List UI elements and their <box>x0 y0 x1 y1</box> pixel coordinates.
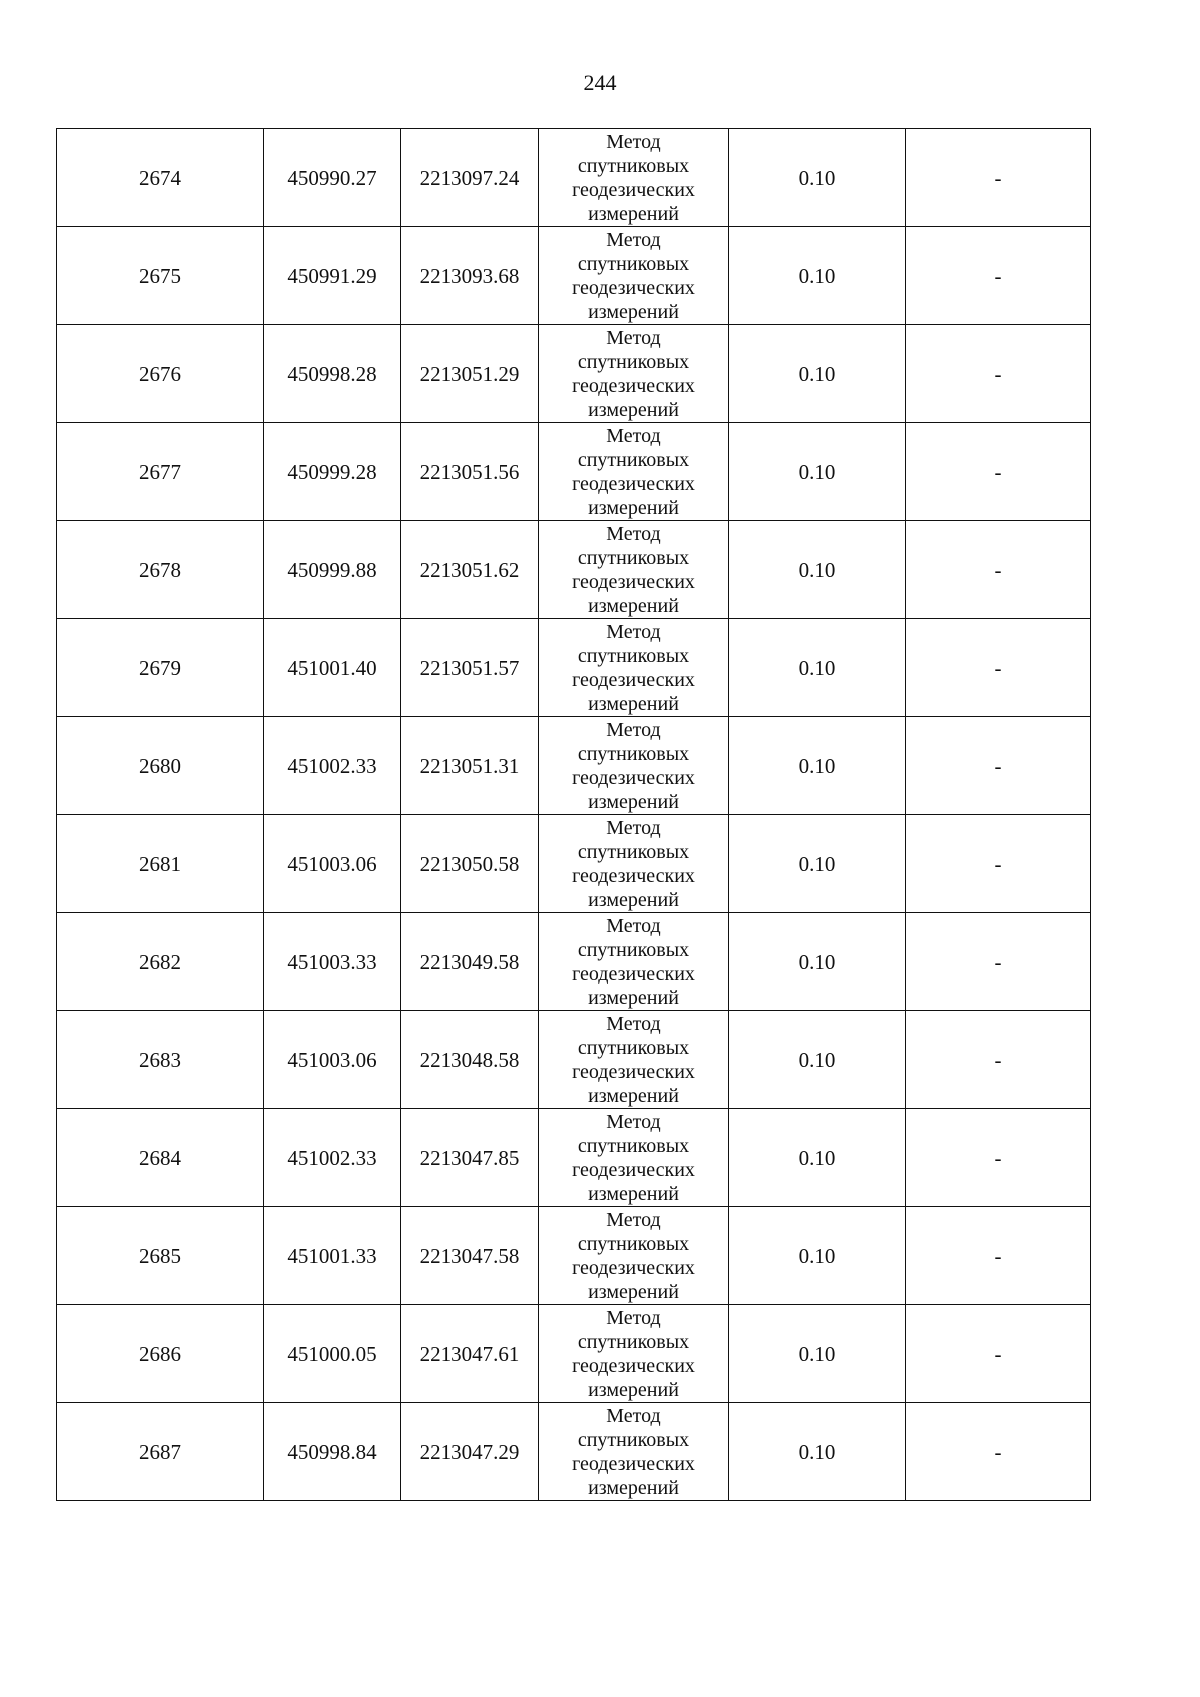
method-line: измерений <box>588 1182 679 1205</box>
table-row <box>57 129 1091 227</box>
method-line: геодезических <box>572 1060 695 1083</box>
point-number-cell: 2684 <box>57 1109 264 1207</box>
x-coordinate-cell: 451001.33 <box>264 1207 401 1305</box>
method-line: спутниковых <box>577 1134 690 1157</box>
accuracy-cell: 0.10 <box>729 1109 906 1207</box>
table-row <box>57 521 1091 619</box>
table-row <box>57 815 1091 913</box>
method-line: Метод <box>606 914 661 937</box>
table-row <box>57 1207 1091 1305</box>
point-number-cell: 2679 <box>57 619 264 717</box>
x-coordinate-cell: 450999.28 <box>264 423 401 521</box>
method-line: Метод <box>606 620 661 643</box>
accuracy-cell: 0.10 <box>729 1011 906 1109</box>
y-coordinate-cell: 2213051.57 <box>401 619 539 717</box>
method-line: геодезических <box>572 864 695 887</box>
point-number-cell: 2681 <box>57 815 264 913</box>
note-cell: - <box>906 1109 1091 1207</box>
method-cell <box>539 1011 729 1109</box>
method-line: измерений <box>588 1280 679 1303</box>
page-number: 244 <box>583 70 617 95</box>
method-line: спутниковых <box>577 840 690 863</box>
y-coordinate-cell: 2213047.85 <box>401 1109 539 1207</box>
method-line: геодезических <box>572 178 695 201</box>
method-line: спутниковых <box>577 350 690 373</box>
method-line: геодезических <box>572 276 695 299</box>
method-line: геодезических <box>572 962 695 985</box>
method-cell <box>539 619 729 717</box>
accuracy-cell: 0.10 <box>729 521 906 619</box>
table-row <box>57 1109 1091 1207</box>
method-line: Метод <box>606 1208 661 1231</box>
accuracy-cell: 0.10 <box>729 717 906 815</box>
method-line: Метод <box>606 1110 661 1133</box>
method-line: геодезических <box>572 1452 695 1475</box>
point-number-cell: 2687 <box>57 1403 264 1501</box>
method-line: спутниковых <box>577 252 690 275</box>
note-cell: - <box>906 1305 1091 1403</box>
point-number-cell: 2677 <box>57 423 264 521</box>
method-line: Метод <box>606 326 661 349</box>
method-line: спутниковых <box>577 1036 690 1059</box>
note-cell: - <box>906 129 1091 227</box>
method-line: геодезических <box>572 1354 695 1377</box>
x-coordinate-cell: 451000.05 <box>264 1305 401 1403</box>
method-line: спутниковых <box>577 938 690 961</box>
point-number-cell: 2675 <box>57 227 264 325</box>
note-cell: - <box>906 1403 1091 1501</box>
table-row <box>57 913 1091 1011</box>
y-coordinate-cell: 2213047.29 <box>401 1403 539 1501</box>
method-line: Метод <box>606 1404 661 1427</box>
method-cell <box>539 1403 729 1501</box>
accuracy-cell: 0.10 <box>729 1207 906 1305</box>
table-row <box>57 325 1091 423</box>
method-line: измерений <box>588 986 679 1009</box>
method-line: спутниковых <box>577 154 690 177</box>
method-line: геодезических <box>572 668 695 691</box>
method-line: Метод <box>606 522 661 545</box>
method-line: геодезических <box>572 766 695 789</box>
note-cell: - <box>906 1011 1091 1109</box>
method-line: геодезических <box>572 1256 695 1279</box>
method-line: спутниковых <box>577 448 690 471</box>
point-number-cell: 2682 <box>57 913 264 1011</box>
point-number-cell: 2686 <box>57 1305 264 1403</box>
method-line: спутниковых <box>577 1232 690 1255</box>
method-cell <box>539 227 729 325</box>
x-coordinate-cell: 451003.06 <box>264 1011 401 1109</box>
method-line: измерений <box>588 692 679 715</box>
method-cell <box>539 913 729 1011</box>
y-coordinate-cell: 2213051.62 <box>401 521 539 619</box>
method-cell <box>539 1109 729 1207</box>
table-body <box>57 129 1091 1501</box>
note-cell: - <box>906 325 1091 423</box>
point-number-cell: 2676 <box>57 325 264 423</box>
y-coordinate-cell: 2213047.58 <box>401 1207 539 1305</box>
method-line: измерений <box>588 1378 679 1401</box>
y-coordinate-cell: 2213049.58 <box>401 913 539 1011</box>
method-line: измерений <box>588 790 679 813</box>
method-line: измерений <box>588 398 679 421</box>
method-line: спутниковых <box>577 742 690 765</box>
y-coordinate-cell: 2213093.68 <box>401 227 539 325</box>
method-line: Метод <box>606 1306 661 1329</box>
method-cell <box>539 521 729 619</box>
y-coordinate-cell: 2213051.56 <box>401 423 539 521</box>
method-line: Метод <box>606 1012 661 1035</box>
note-cell: - <box>906 227 1091 325</box>
table-row <box>57 1011 1091 1109</box>
note-cell: - <box>906 815 1091 913</box>
method-line: Метод <box>606 424 661 447</box>
coordinates-table <box>56 128 1091 1501</box>
method-line: измерений <box>588 496 679 519</box>
method-line: Метод <box>606 130 661 153</box>
x-coordinate-cell: 450991.29 <box>264 227 401 325</box>
accuracy-cell: 0.10 <box>729 619 906 717</box>
point-number-cell: 2680 <box>57 717 264 815</box>
method-line: измерений <box>588 300 679 323</box>
table-row <box>57 1403 1091 1501</box>
note-cell: - <box>906 717 1091 815</box>
x-coordinate-cell: 451001.40 <box>264 619 401 717</box>
note-cell: - <box>906 1207 1091 1305</box>
accuracy-cell: 0.10 <box>729 1403 906 1501</box>
method-line: спутниковых <box>577 644 690 667</box>
point-number-cell: 2678 <box>57 521 264 619</box>
method-line: геодезических <box>572 472 695 495</box>
method-line: спутниковых <box>577 546 690 569</box>
method-cell <box>539 1305 729 1403</box>
method-line: геодезических <box>572 374 695 397</box>
accuracy-cell: 0.10 <box>729 227 906 325</box>
method-line: измерений <box>588 888 679 911</box>
method-line: измерений <box>588 202 679 225</box>
accuracy-cell: 0.10 <box>729 325 906 423</box>
x-coordinate-cell: 451002.33 <box>264 1109 401 1207</box>
y-coordinate-cell: 2213051.31 <box>401 717 539 815</box>
x-coordinate-cell: 450998.28 <box>264 325 401 423</box>
method-cell <box>539 815 729 913</box>
table-row <box>57 1305 1091 1403</box>
x-coordinate-cell: 450990.27 <box>264 129 401 227</box>
method-line: спутниковых <box>577 1330 690 1353</box>
x-coordinate-cell: 451003.06 <box>264 815 401 913</box>
method-line: геодезических <box>572 1158 695 1181</box>
method-line: спутниковых <box>577 1428 690 1451</box>
accuracy-cell: 0.10 <box>729 815 906 913</box>
method-cell <box>539 423 729 521</box>
y-coordinate-cell: 2213050.58 <box>401 815 539 913</box>
method-line: измерений <box>588 1084 679 1107</box>
point-number-cell: 2685 <box>57 1207 264 1305</box>
method-line: Метод <box>606 816 661 839</box>
method-cell <box>539 129 729 227</box>
x-coordinate-cell: 451003.33 <box>264 913 401 1011</box>
y-coordinate-cell: 2213097.24 <box>401 129 539 227</box>
table-row <box>57 227 1091 325</box>
accuracy-cell: 0.10 <box>729 423 906 521</box>
method-line: измерений <box>588 594 679 617</box>
y-coordinate-cell: 2213051.29 <box>401 325 539 423</box>
note-cell: - <box>906 521 1091 619</box>
accuracy-cell: 0.10 <box>729 129 906 227</box>
method-line: Метод <box>606 228 661 251</box>
method-cell <box>539 717 729 815</box>
x-coordinate-cell: 451002.33 <box>264 717 401 815</box>
accuracy-cell: 0.10 <box>729 913 906 1011</box>
note-cell: - <box>906 619 1091 717</box>
table-row <box>57 423 1091 521</box>
method-line: геодезических <box>572 570 695 593</box>
accuracy-cell: 0.10 <box>729 1305 906 1403</box>
x-coordinate-cell: 450999.88 <box>264 521 401 619</box>
table-row <box>57 717 1091 815</box>
table-row <box>57 619 1091 717</box>
point-number-cell: 2683 <box>57 1011 264 1109</box>
method-line: Метод <box>606 718 661 741</box>
note-cell: - <box>906 423 1091 521</box>
method-line: измерений <box>588 1476 679 1499</box>
x-coordinate-cell: 450998.84 <box>264 1403 401 1501</box>
note-cell: - <box>906 913 1091 1011</box>
method-cell <box>539 325 729 423</box>
y-coordinate-cell: 2213047.61 <box>401 1305 539 1403</box>
method-cell <box>539 1207 729 1305</box>
y-coordinate-cell: 2213048.58 <box>401 1011 539 1109</box>
point-number-cell: 2674 <box>57 129 264 227</box>
